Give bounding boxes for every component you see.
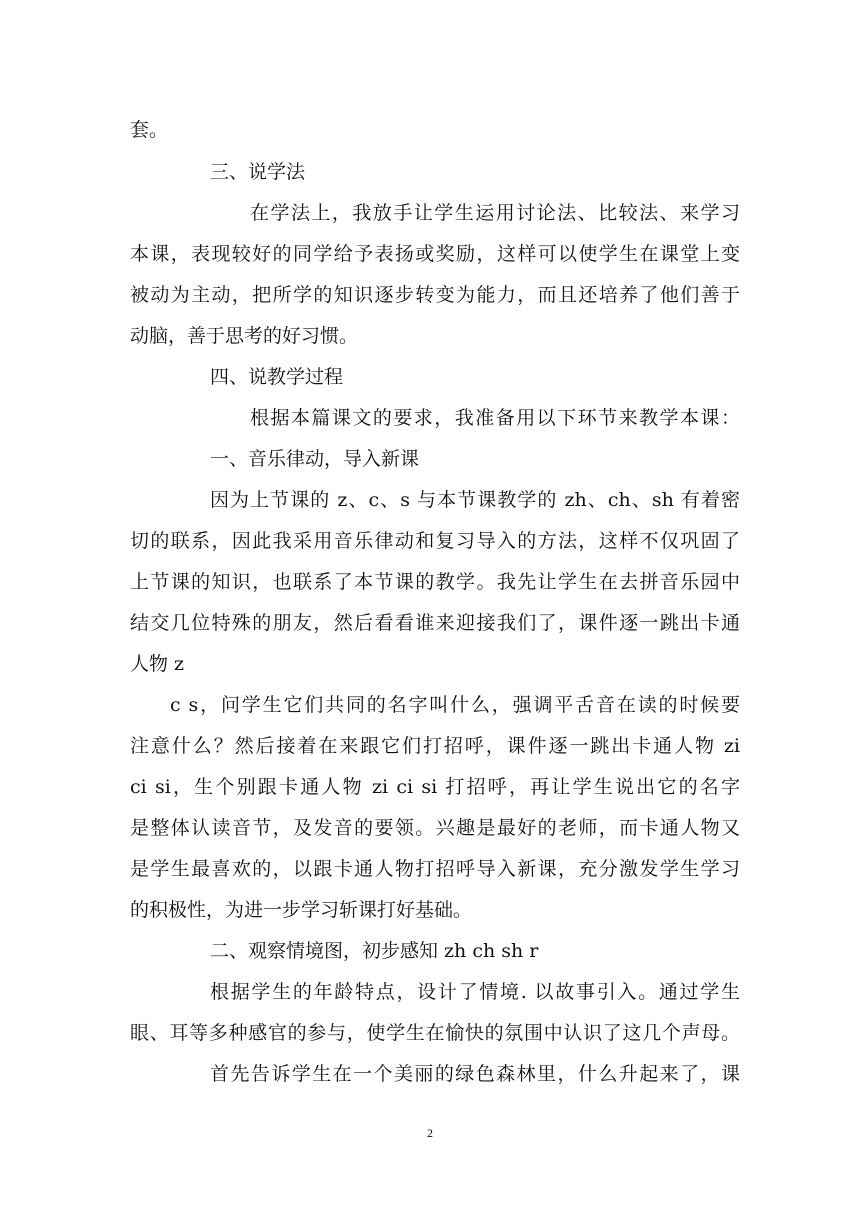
text-line: 根据学生的年龄特点，设计了情境. 以故事引入。通过学生 [210,981,740,1003]
text-line: ci si，生个别跟卡通人物 zi ci si 打招呼，再让学生说出它的名字 [130,776,740,798]
text-line: 是整体认读音节，及发音的要领。兴趣是最好的老师，而卡通人物又 [130,817,740,839]
text-line: 是学生最喜欢的，以跟卡通人物打招呼导入新课，充分激发学生学习 [130,858,740,880]
section-heading: 三、说学法 [210,161,306,183]
text-line: 因为上节课的 z、c、s 与本节课教学的 zh、ch、sh 有着密 [210,489,740,511]
section-heading: 一、音乐律动，导入新课 [210,448,420,470]
text-line: 根据本篇课文的要求，我准备用以下环节来教学本课： [250,407,740,429]
page-number: 2 [427,1126,433,1140]
text-line: 切的联系，因此我采用音乐律动和复习导入的方法，这样不仅巩固了 [130,530,740,552]
text-line: 的积极性，为进一步学习斩课打好基础。 [130,899,473,921]
text-line: 人物 z [130,653,185,675]
section-heading: 四、说教学过程 [210,366,344,388]
text-line: 套。 [130,119,169,141]
text-line: 上节课的知识，也联系了本节课的教学。我先让学生在去拼音乐园中 [130,571,740,593]
text-line: 动脑，善于思考的好习惯。 [130,325,359,347]
text-line: 本课，表现较好的同学给予表扬或奖励，这样可以使学生在课堂上变 [130,243,740,265]
text-line: 注意什么？然后接着在来跟它们打招呼，课件逐一跳出卡通人物 zi [130,735,740,757]
text-line: 被动为主动，把所学的知识逐步转变为能力，而且还培养了他们善于 [130,284,740,306]
section-heading: 二、观察情境图，初步感知 zh ch sh r [210,940,539,962]
text-line: 眼、耳等多种感官的参与，使学生在愉快的氛围中认识了这几个声母。 [130,1022,740,1044]
text-line: 结交几位特殊的朋友，然后看看谁来迎接我们了，课件逐一跳出卡通 [130,612,740,634]
text-line: 首先告诉学生在一个美丽的绿色森林里，什么升起来了，课 [210,1063,740,1085]
text-line: 在学法上，我放手让学生运用讨论法、比较法、来学习 [250,202,740,224]
text-line: c s，问学生它们共同的名字叫什么，强调平舌音在读的时候要 [170,694,740,716]
